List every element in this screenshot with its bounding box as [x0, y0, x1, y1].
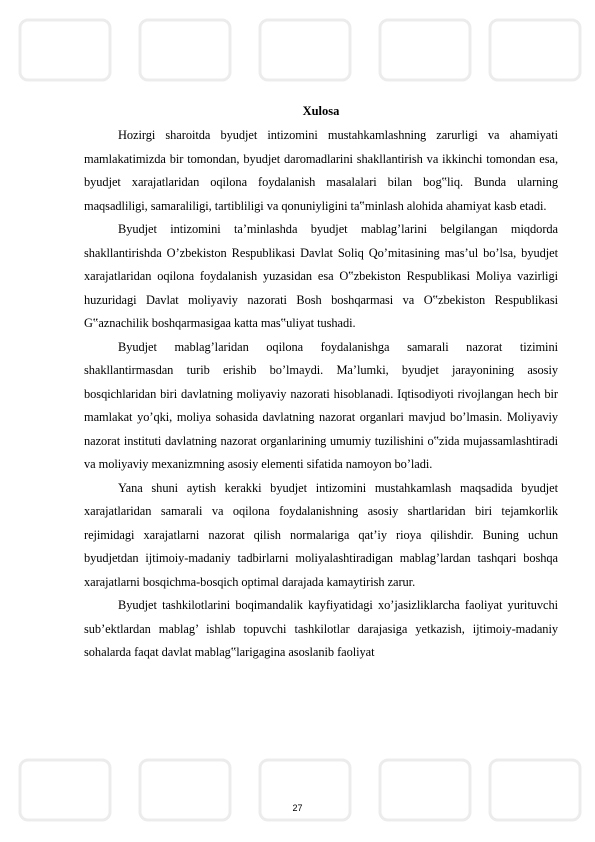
paragraph-5: Byudjet tashkilotlarini boqimandalik kayfiyatidagi xo’jasizliklarcha faoliyat yurituvchi sub’ektlardan mablag’ ishlab topuvchi tashkilotlar darajasiga yetkazish, ijtimoiy-madaniy sohalarda faqat davlat mablag‟larigagina asoslanib faoliyat: [84, 598, 558, 659]
document-page: [84, 99, 558, 665]
paragraph-2: Byudjet intizomini ta’minlashda byudjet mablag’larini belgilangan miqdorda shakllantirishda O’zbekiston Respublikasi Davlat Soliq Qo’mitasining mas’ul bo’lsa, byudjet xarajatlaridan oqilona foydalanish yuzasidan esa O‟zbekiston Respublikasi Moliya vazirligi huzuridagi Davlat moliyaviy nazorati Bosh boshqarmasi va O‟zbekiston Respublikasi G‟aznachilik boshqarmasigaa katta mas‟uliyat tushadi.: [84, 222, 558, 330]
page-number: 27: [292, 803, 303, 813]
paragraph-3: Byudjet mablag’laridan oqilona foydalanishga samarali nazorat tizimini shakllantirmasdan turib erishib bo’lmaydi. Ma’lumki, byudjet jarayonining asosiy bosqichlaridan biri davlatning moliyaviy nazorati hisoblanadi. Iqtisodiyoti rivojlangan hech bir mamlakat yo’qki, moliya sohasida davlatning nazorat organlari mavjud bo’lmasin. Moliyaviy nazorat instituti davlatning nazorat organlarining umumiy tuzilishini o‟zida mujassamlashtiradi va moliyaviy mexanizmning asosiy elementi sifatida namoyon bo’ladi.: [84, 339, 558, 471]
paragraph-1: Hozirgi sharoitda byudjet intizomini mustahkamlashning zarurligi va ahamiyati mamlakatimizda bir tomondan, byudjet daromadlarini shakllantirish va ikkinchi tomondan esa, byudjet xarajatlaridan oqilona foydalanish masalalari bilan bog‟liq. Bunda ularning maqsadliligi, samaraliligi, tartibliligi va qonuniyligini ta‟minlash alohida ahamiyat kasb etadi.: [84, 128, 558, 213]
paragraph-4: Yana shuni aytish kerakki byudjet intizomini mustahkamlash maqsadida byudjet xarajatlaridan samarali va oqilona foydalanishning asosiy shartlaridan biri tejamkorlik rejimidagi xarajatlarni nazorat qilish normalariga qat’iy rioya qilishdir. Buning uchun byudjetdan ijtimoiy-madaniy tadbirlarni moliyalashtiradigan mablag’lardan tashqari boshqa xarajatlarni bosqichma-bosqich optimal darajada kamaytirish zarur.: [84, 480, 558, 589]
page-title: Xulosa: [302, 104, 340, 118]
